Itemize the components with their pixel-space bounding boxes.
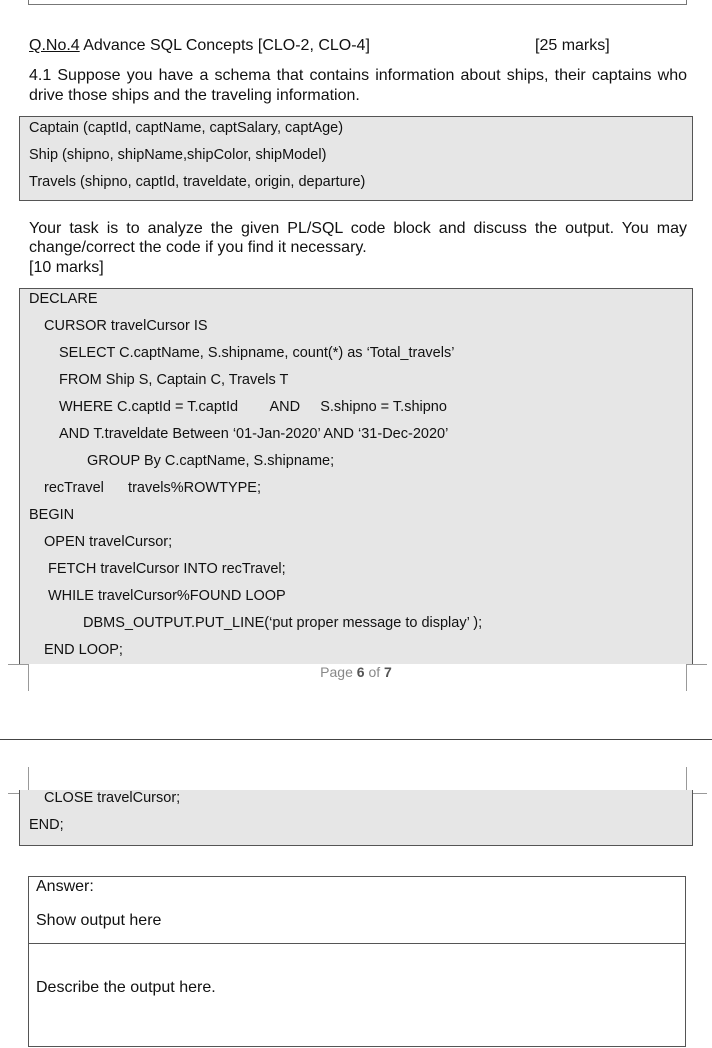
schema-ship: Ship (shipno, shipName,shipColor, shipModel) [29, 147, 327, 163]
code-block-continued [19, 790, 693, 846]
code-line: GROUP By C.captName, S.shipname; [87, 453, 335, 469]
code-line: SELECT C.captName, S.shipname, count(*) as ‘Total_travels’ [59, 345, 455, 361]
answer-divider [29, 943, 685, 944]
answer-box [28, 876, 686, 1047]
answer-label: Answer: [36, 878, 94, 895]
question-marks: [25 marks] [535, 37, 610, 54]
code-line: CLOSE travelCursor; [44, 790, 181, 806]
question-title-text: Advance SQL Concepts [CLO-2, CLO-4] [79, 37, 370, 54]
task-marks: [10 marks] [29, 259, 104, 276]
current-page: 6 [356, 664, 365, 680]
code-line: FETCH travelCursor INTO recTravel; [48, 561, 286, 577]
code-line: OPEN travelCursor; [44, 534, 173, 550]
total-pages: 7 [384, 664, 392, 680]
task-text: Your task is to analyze the given PL/SQL code block and discuss the output. You may change/correct the code if you find it necessary. [29, 220, 687, 256]
schema-box [19, 116, 693, 201]
code-line: END; [29, 817, 64, 833]
code-line: DBMS_OUTPUT.PUT_LINE(‘put proper message to display’ ); [83, 615, 483, 631]
page-break-line [0, 739, 712, 740]
code-line: CURSOR travelCursor IS [44, 318, 208, 334]
question-title [29, 37, 370, 55]
code-line: AND T.traveldate Between ‘01-Jan-2020’ AND ‘31-Dec-2020’ [59, 426, 449, 442]
schema-travels: Travels (shipno, captId, traveldate, origin, departure) [29, 174, 366, 190]
code-line: BEGIN [29, 507, 75, 523]
page-number: Page 6 of 7 [320, 664, 392, 680]
code-line: FROM Ship S, Captain C, Travels T [59, 372, 289, 388]
code-line: END LOOP; [44, 642, 123, 658]
crop-mark [686, 664, 707, 691]
code-block [19, 288, 693, 664]
previous-box-edge [28, 0, 687, 5]
crop-mark [8, 664, 29, 691]
code-line: WHILE travelCursor%FOUND LOOP [48, 588, 286, 604]
question-intro: 4.1 Suppose you have a schema that contains information about ships, their captains who drive those ships and the traveling information. [29, 67, 687, 104]
code-line: WHERE C.captId = T.captId AND S.shipno = T.shipno [59, 399, 447, 415]
code-line: DECLARE [29, 291, 98, 307]
schema-captain: Captain (captId, captName, captSalary, captAge) [29, 120, 344, 136]
question-number: Q.No.4 [29, 37, 80, 54]
code-line: recTravel travels%ROWTYPE; [44, 480, 261, 496]
output-placeholder[interactable]: Show output here [36, 912, 162, 929]
description-placeholder[interactable]: Describe the output here. [36, 979, 216, 996]
